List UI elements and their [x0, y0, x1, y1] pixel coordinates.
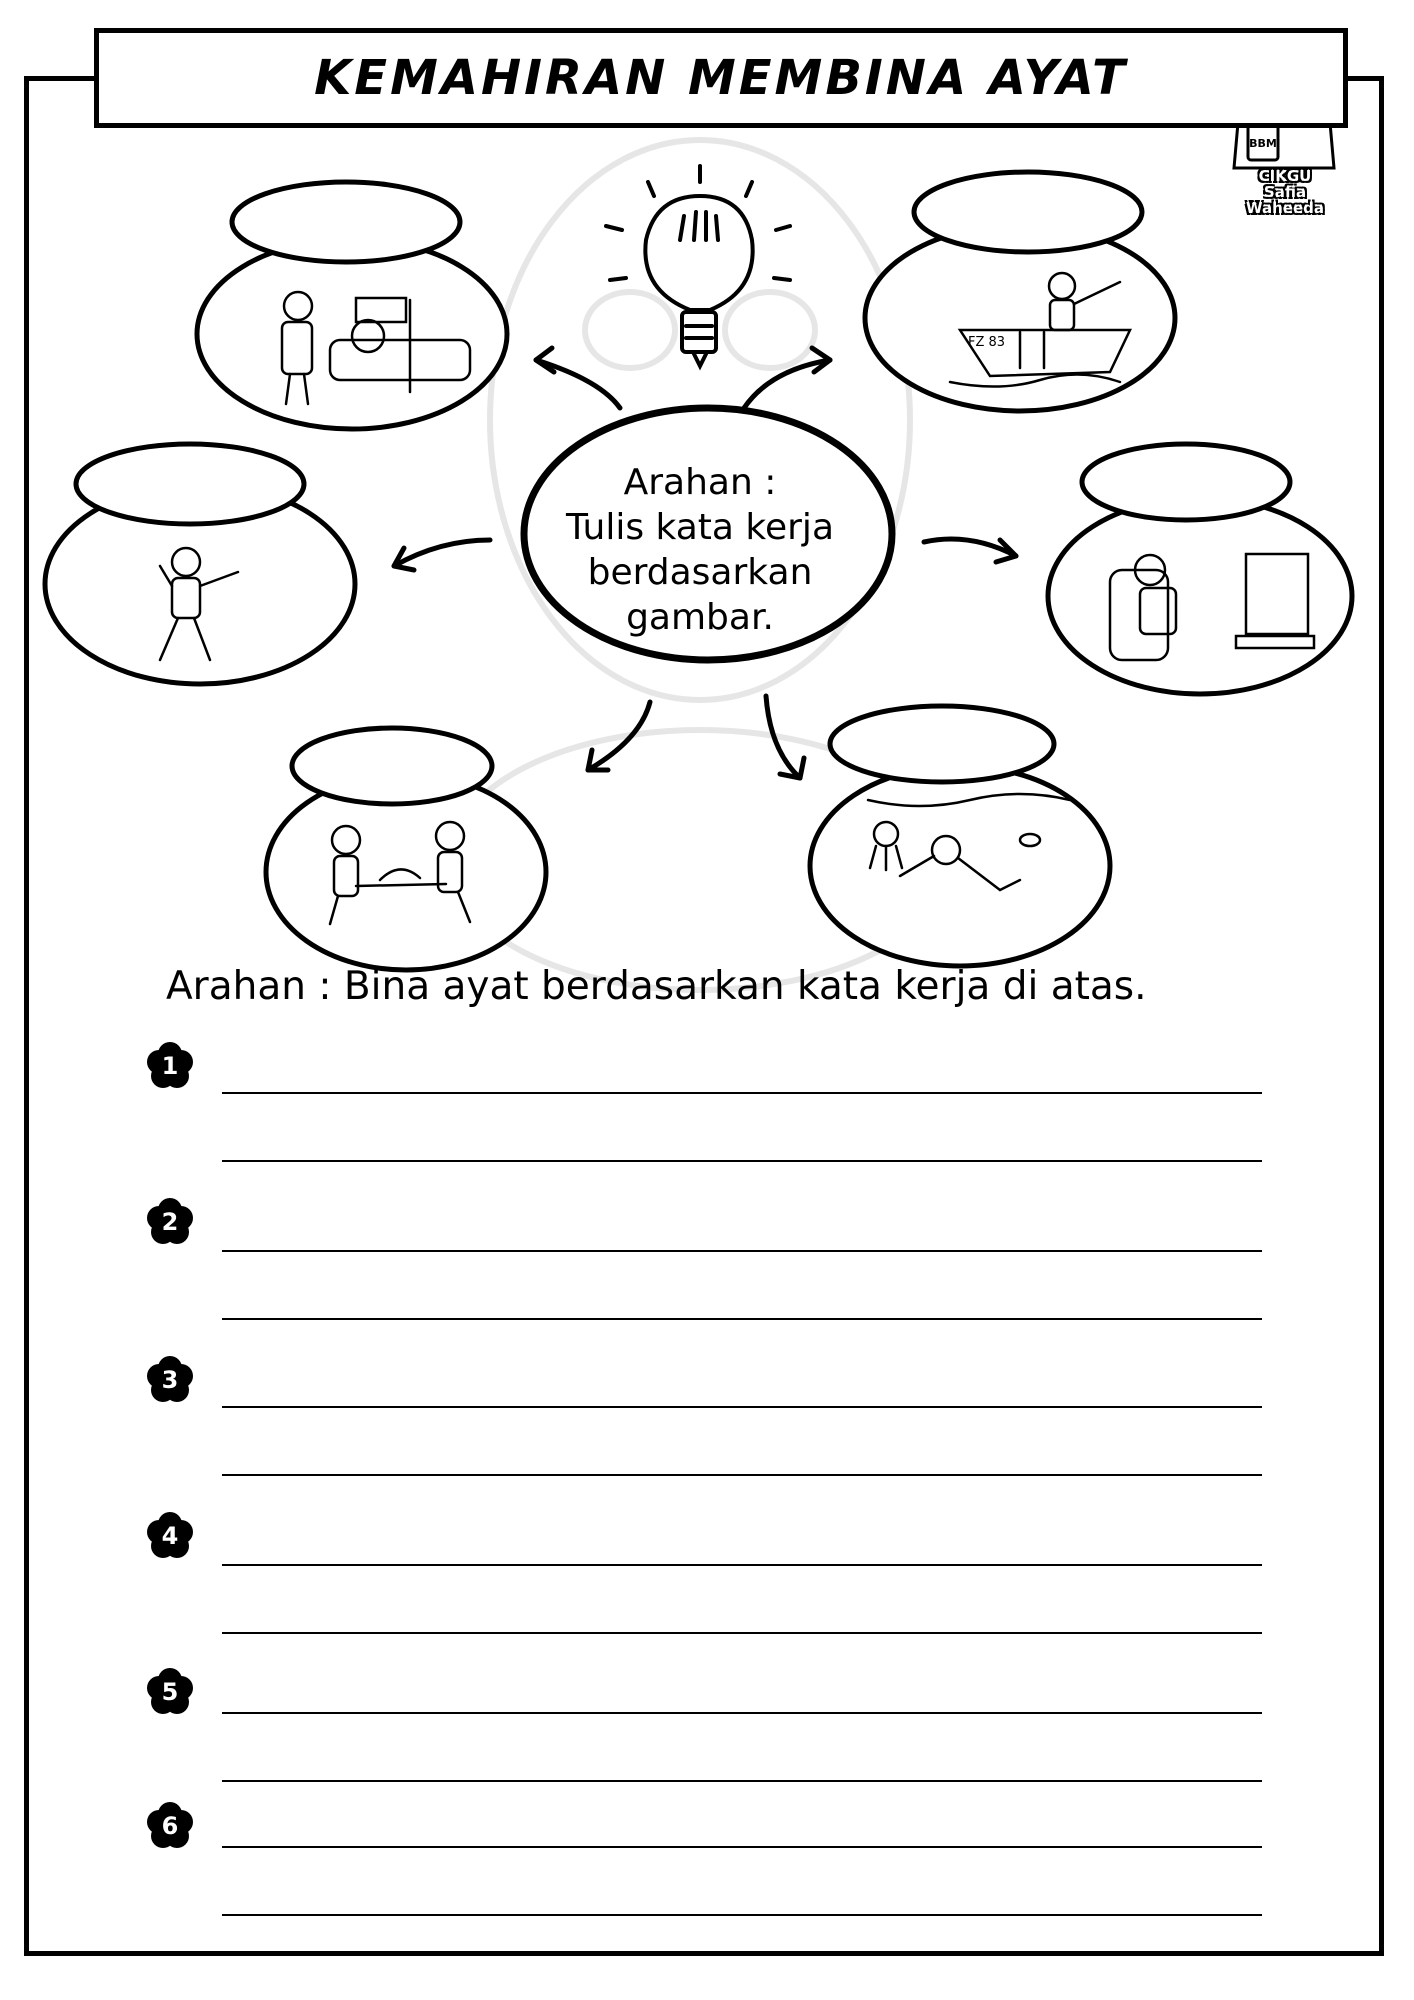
row-number: 1 [161, 1052, 179, 1080]
answer-line-5b[interactable] [222, 1780, 1262, 1782]
pot-answer-5[interactable] [302, 740, 482, 790]
pot-answer-3[interactable] [90, 458, 290, 508]
page-title: KEMAHIRAN MEMBINA AYAT [314, 50, 1128, 106]
center-line-3: berdasarkan [587, 552, 813, 593]
answer-line-4b[interactable] [222, 1632, 1262, 1634]
answer-line-6b[interactable] [222, 1914, 1262, 1916]
pot-answer-1[interactable] [246, 196, 446, 246]
answer-line-2b[interactable] [222, 1318, 1262, 1320]
pot-answer-2[interactable] [928, 186, 1128, 236]
boat-label: FZ 83 [968, 335, 1006, 350]
row-number: 3 [161, 1366, 179, 1394]
pot-answer-6[interactable] [842, 718, 1042, 768]
answer-line-4a[interactable] [222, 1564, 1262, 1566]
pot-answer-4[interactable] [1096, 456, 1276, 506]
logo-line-3: Waheeda [1245, 199, 1325, 217]
row-number-badge [142, 1664, 198, 1720]
answer-line-1b[interactable] [222, 1160, 1262, 1162]
answer-line-3a[interactable] [222, 1406, 1262, 1408]
logo-line-2: Safia [1263, 183, 1307, 201]
row-number: 6 [161, 1812, 179, 1840]
answer-line-3b[interactable] [222, 1474, 1262, 1476]
row-number: 4 [161, 1522, 179, 1550]
answer-line-5a[interactable] [222, 1712, 1262, 1714]
center-line-4: gambar. [626, 597, 774, 638]
logo-line-1: CIKGU [1258, 167, 1312, 185]
answer-line-2a[interactable] [222, 1250, 1262, 1252]
row-number-badge [142, 1508, 198, 1564]
logo-book-label: BBM [1249, 137, 1277, 150]
row-number-badge [142, 1038, 198, 1094]
center-line-2: Tulis kata kerja [565, 507, 834, 548]
answer-line-1a[interactable] [222, 1092, 1262, 1094]
flower-badges [147, 1042, 193, 1848]
lightbulb-icon [606, 166, 790, 366]
row-number-badge [142, 1798, 198, 1854]
row-number: 5 [161, 1678, 179, 1706]
title-banner [94, 28, 1348, 128]
row-number: 2 [161, 1208, 179, 1236]
row-number-badge [142, 1194, 198, 1250]
arrow-to-pot-3 [394, 540, 490, 566]
row-number-badge [142, 1352, 198, 1408]
logo-text [1226, 168, 1344, 216]
center-line-1: Arahan : [623, 462, 777, 503]
center-instruction [520, 460, 880, 640]
answer-line-6a[interactable] [222, 1846, 1262, 1848]
sentence-instruction: Arahan : Bina ayat berdasarkan kata kerja di atas. [166, 964, 1147, 1009]
